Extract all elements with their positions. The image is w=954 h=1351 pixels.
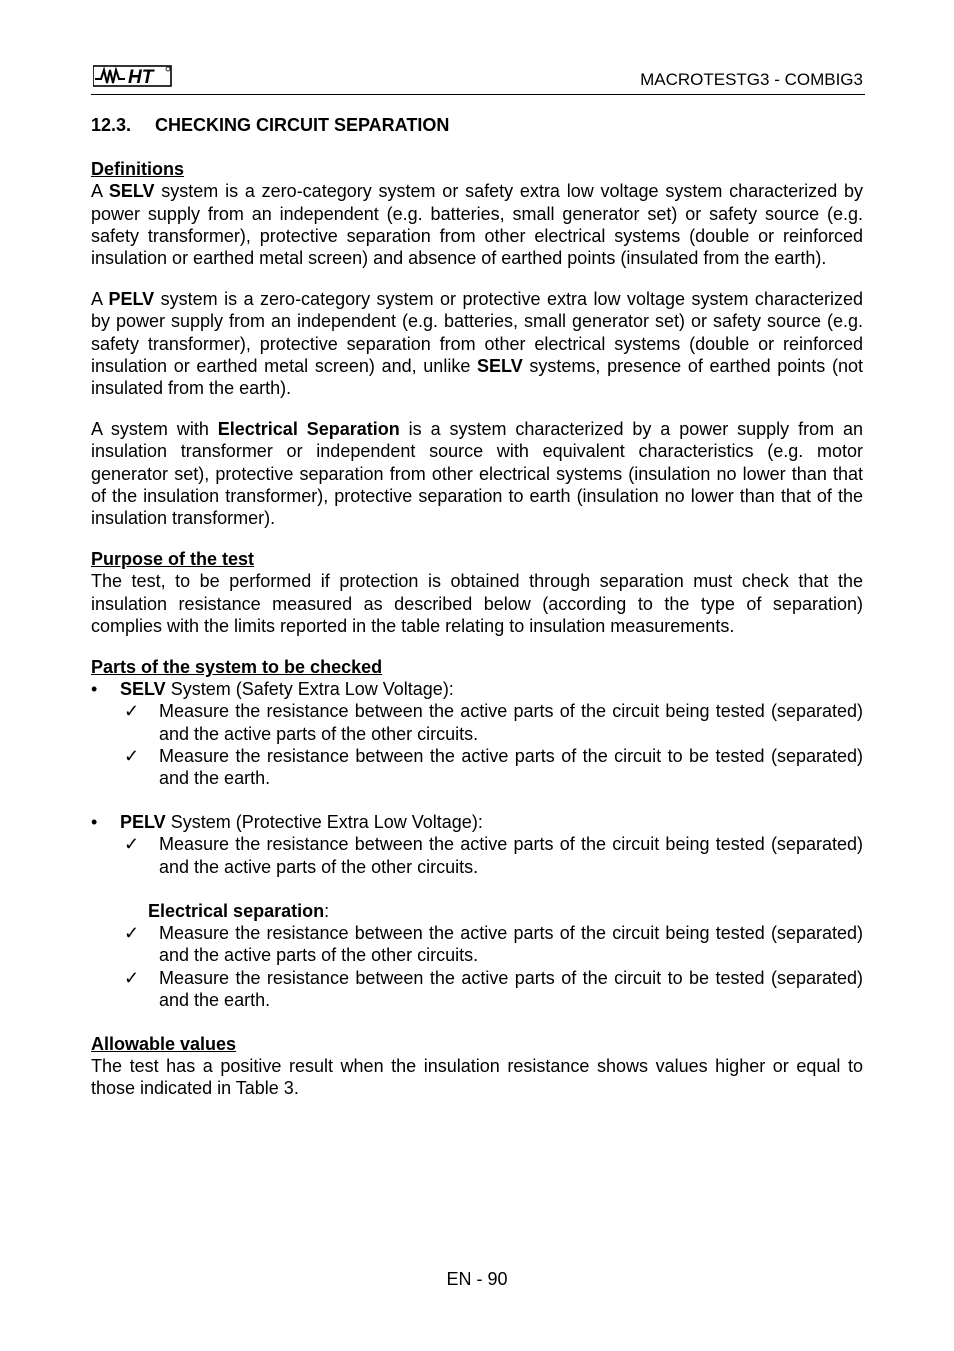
pelv-checklist <box>91 833 863 877</box>
electrical-separation-label <box>91 900 863 922</box>
list-item-selv <box>91 678 863 700</box>
section-number: 12.3. <box>91 115 132 135</box>
parts-heading: Parts of the system to be checked <box>91 657 383 678</box>
pelv-term: PELV <box>120 812 166 833</box>
purpose-text: The test, to be performed if protection is obtained through separation must check that the insulation resistance measured as described below (according to the type of separation) complies with the limits reported in the table relating to insulation measurements. <box>91 571 863 636</box>
check-item <box>91 922 863 966</box>
check-item <box>91 700 863 744</box>
purpose-heading: Purpose of the test <box>91 549 255 570</box>
text: is a system characterized by a power supply from an insulation transformer or independent source with equivalent characteristics (e.g. motor generator set), protective separation from other electrical systems (insulation no lower than that of the insulation transformer), protective separation to earth (insulation no lower than that of the insulation transformer). <box>91 419 864 529</box>
text: system is a zero-category system or safety extra low voltage system characterized by power supply from an independent (e.g. batteries, small generator set) or safety source (e.g. safety transformer), protective separation from other electrical systems (double or reinforced insulation or earthed metal screen) and absence of earthed points (insulated from the earth). <box>91 181 864 269</box>
electrical-separation-definition <box>91 418 863 529</box>
selv-definition <box>91 180 863 269</box>
selv-term: SELV <box>477 355 523 376</box>
section-title <box>91 114 863 136</box>
checkmark-icon: ✓ <box>124 745 140 766</box>
text: Measure the resistance between the active parts of the circuit being tested (separated) and the active parts of the other circuits. <box>159 834 863 877</box>
check-item <box>91 967 863 1011</box>
checkmark-icon: ✓ <box>124 923 140 944</box>
text: A system with <box>91 419 218 440</box>
list-item-pelv <box>91 811 863 833</box>
text: System (Protective Extra Low Voltage): <box>165 812 483 833</box>
ht-logo <box>93 63 173 89</box>
text: systems, presence of earthed points (not insulated from the earth). <box>91 355 864 399</box>
page-header <box>91 60 865 95</box>
pelv-definition <box>91 288 863 399</box>
text: Measure the resistance between the active parts of the circuit being tested (separated) and the active parts of the other circuits. <box>159 923 863 966</box>
text: System (Safety Extra Low Voltage): <box>165 679 454 700</box>
parts-list <box>91 678 863 700</box>
text: Measure the resistance between the active parts of the circuit being tested (separated) and the active parts of the other circuits. <box>159 701 863 744</box>
pelv-term: PELV <box>108 289 155 310</box>
text: Measure the resistance between the active parts of the circuit to be tested (separated) and the earth. <box>159 967 863 1010</box>
electrical-separation-checklist <box>91 922 863 1011</box>
selv-checklist <box>91 700 863 789</box>
selv-term: SELV <box>108 181 155 202</box>
text: A <box>91 289 109 310</box>
definitions-heading: Definitions <box>91 159 184 180</box>
parts-list <box>91 811 863 833</box>
document-title: MACROTESTG3 - COMBIG3 <box>640 70 863 89</box>
text: : <box>324 900 330 921</box>
allowable-heading: Allowable values <box>91 1033 237 1054</box>
electrical-separation-term: Electrical separation <box>148 900 325 921</box>
electrical-separation-term: Electrical Separation <box>217 419 400 440</box>
text: Measure the resistance between the active parts of the circuit to be tested (separated) and the earth. <box>159 745 863 789</box>
checkmark-icon: ✓ <box>124 834 140 855</box>
page-number: EN - 90 <box>446 1269 508 1289</box>
logo-text: HT <box>128 67 154 88</box>
text: A <box>91 181 109 202</box>
allowable-text: The test has a positive result when the insulation resistance shows values higher or equal to those indicated in Table 3. <box>91 1056 863 1099</box>
checkmark-icon: ✓ <box>124 967 140 988</box>
selv-term: SELV <box>120 679 166 700</box>
section-title-text: CHECKING CIRCUIT SEPARATION <box>155 115 450 135</box>
text: system is a zero-category system or protective extra low voltage system characterized by power supply from an independent (e.g. batteries, small generator set) or safety source (e.g. safety transformer), protective separation from other electrical systems (double or reinforced insulation or earthed metal screen) and, unlike <box>91 289 863 376</box>
check-item <box>91 833 863 877</box>
checkmark-icon: ✓ <box>124 701 140 722</box>
page-content <box>91 114 863 1100</box>
check-item <box>91 745 863 789</box>
